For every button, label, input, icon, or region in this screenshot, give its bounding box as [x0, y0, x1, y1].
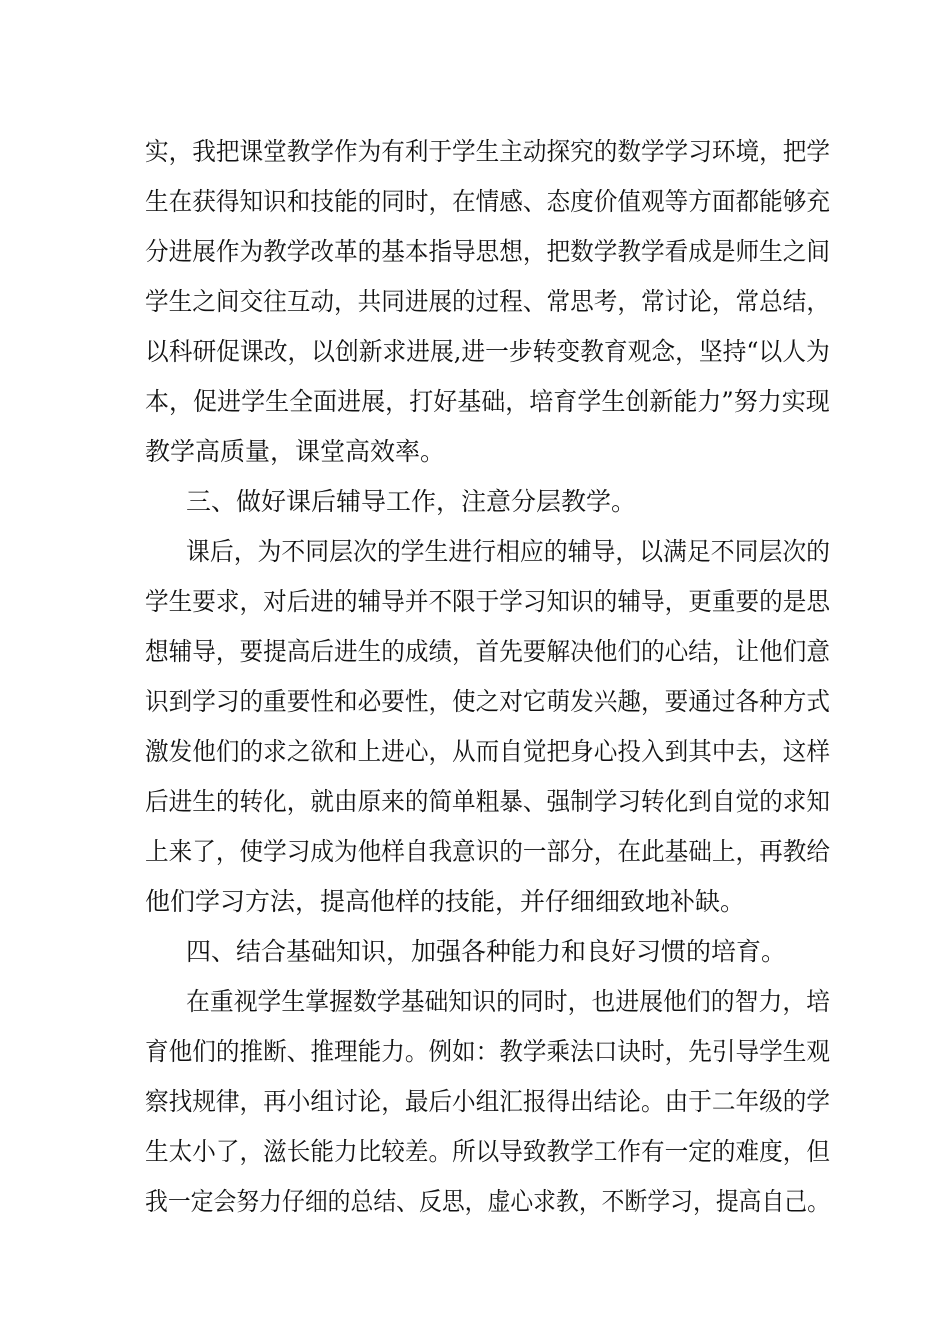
body-text-line: 上来了，使学习成为他样自我意识的一部分，在此基础上，再教给 [145, 837, 830, 866]
body-text-line: 识到学习的重要性和必要性，使之对它萌发兴趣，要通过各种方式 [145, 687, 830, 716]
body-text-line: 课后，为不同层次的学生进行相应的辅导，以满足不同层次的 [186, 537, 831, 566]
body-text-line: 察找规律，再小组讨论，最后小组汇报得出结论。由于二年级的学 [145, 1087, 830, 1116]
body-text-line: 后进生的转化，就由原来的简单粗暴、强制学习转化到自觉的求知 [145, 787, 830, 816]
body-text-line: 在重视学生掌握数学基础知识的同时，也进展他们的智力，培 [186, 987, 831, 1016]
body-text-line: 我一定会努力仔细的总结、反思，虚心求教，不断学习，提高自己。 [145, 1187, 830, 1216]
body-text-line: 生在获得知识和技能的同时，在情感、态度价值观等方面都能够充 [145, 187, 830, 216]
section-heading: 四、结合基础知识，加强各种能力和良好习惯的培育。 [186, 937, 787, 966]
section-heading: 三、做好课后辅导工作，注意分层教学。 [186, 487, 637, 516]
body-text-line: 育他们的推断、推理能力。例如：教学乘法口诀时，先引导学生观 [145, 1037, 830, 1066]
body-text-line: 学生之间交往互动，共同进展的过程、常思考，常讨论，常总结， [145, 287, 830, 316]
body-text-line: 激发他们的求之欲和上进心，从而自觉把身心投入到其中去，这样 [145, 737, 830, 766]
body-text-line: 本，促进学生全面进展，打好基础，培育学生创新能力”努力实现 [145, 387, 830, 416]
body-text-line: 以科研促课改，以创新求进展,进一步转变教育观念，坚持“以人为 [145, 337, 830, 366]
body-text-line: 实，我把课堂教学作为有利于学生主动探究的数学学习环境，把学 [145, 137, 830, 166]
body-text-line: 分进展作为教学改革的基本指导思想，把数学教学看成是师生之间 [145, 237, 830, 266]
body-text-line: 想辅导，要提高后进生的成绩，首先要解决他们的心结，让他们意 [145, 637, 830, 666]
body-text-line: 生太小了，滋长能力比较差。所以导致教学工作有一定的难度，但 [145, 1137, 830, 1166]
body-text-line: 教学高质量，课堂高效率。 [145, 437, 446, 466]
body-text-line: 他们学习方法，提高他样的技能，并仔细细致地补缺。 [145, 887, 746, 916]
body-text-line: 学生要求，对后进的辅导并不限于学习知识的辅导，更重要的是思 [145, 587, 830, 616]
